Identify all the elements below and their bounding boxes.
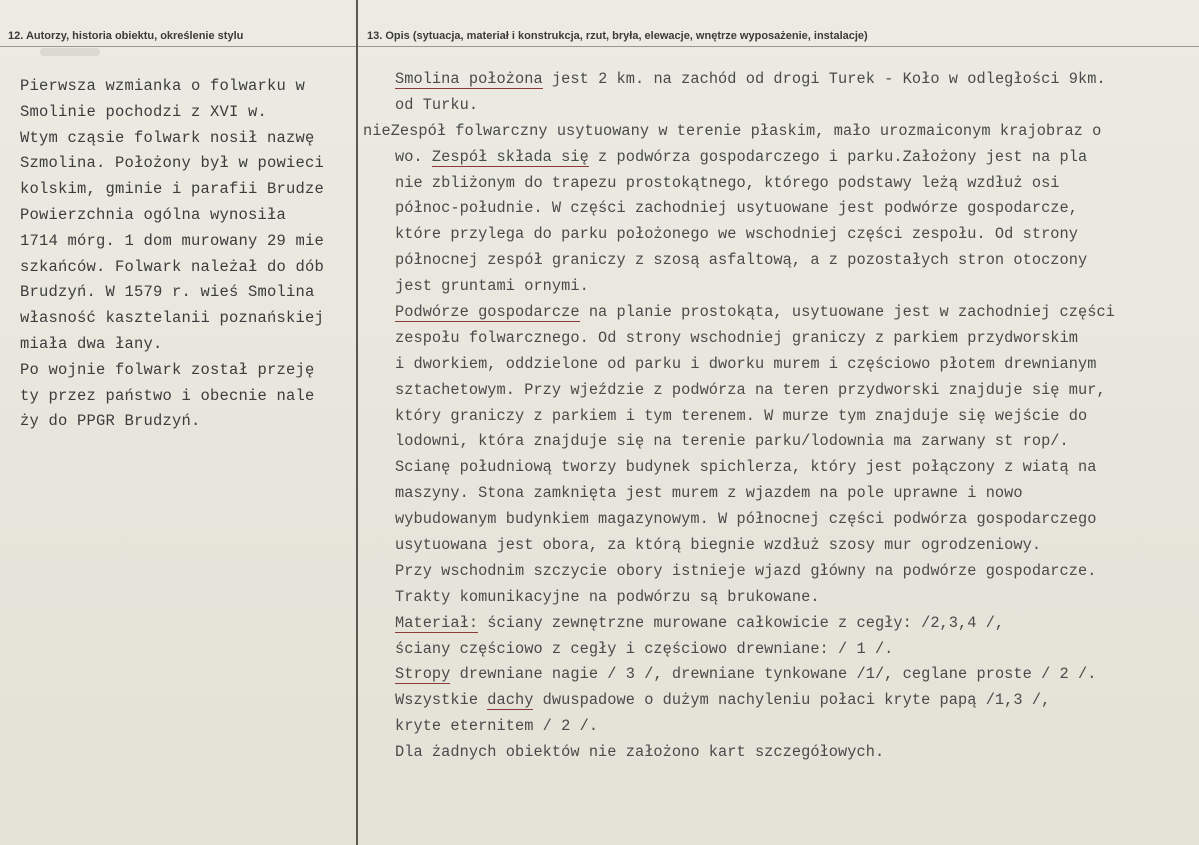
history-line: Po wojnie folwark został przeję bbox=[20, 360, 315, 379]
line-text: nie zbliżonym do trapezu prostokątnego, którego podstawy leżą wzdłuż osi bbox=[395, 173, 1060, 192]
history-line: Smolinie pochodzi z XVI w. bbox=[20, 102, 268, 121]
line-text: wo. bbox=[395, 147, 432, 166]
header-row bbox=[0, 0, 1199, 47]
line-text: Wszystkie bbox=[395, 691, 488, 710]
underlined-heading: Smolina położona bbox=[395, 70, 543, 88]
underlined-heading: dachy bbox=[487, 691, 534, 710]
line-text: zespołu folwarcznego. Od strony wschodniej graniczy z parkiem przydworskim bbox=[395, 328, 1078, 347]
line-text: ściany częściowo z cegły i częściowo drewniane: / 1 /. bbox=[395, 639, 894, 658]
history-line: Powierzchnia ogólna wynosiła bbox=[20, 205, 287, 224]
description-line bbox=[363, 585, 1197, 611]
underlined-heading: Stropy bbox=[395, 665, 451, 684]
history-line: Brudzyń. W 1579 r. wieś Smolina bbox=[20, 283, 315, 302]
line-text: usytuowana jest obora, za którą biegnie wzdłuż szosy mur ogrodzeniowy. bbox=[395, 536, 1042, 555]
line-text: od Turku. bbox=[395, 95, 479, 114]
description-line bbox=[363, 145, 1197, 171]
history-text-column bbox=[20, 74, 354, 454]
underlined-heading: Zespół składa się bbox=[431, 147, 589, 166]
history-line: szkańców. Folwark należał do dób bbox=[20, 257, 325, 276]
description-line bbox=[363, 93, 1197, 119]
underlined-heading: Podwórze gospodarcze bbox=[395, 303, 580, 322]
ink-smudge bbox=[40, 48, 100, 56]
line-text: Dla żadnych obiektów nie założono kart szczegółowych. bbox=[395, 743, 885, 762]
history-line: miała dwa łany. bbox=[20, 334, 163, 353]
description-line bbox=[363, 274, 1197, 300]
description-line bbox=[363, 662, 1197, 688]
line-text: lodowni, która znajduje się na terenie parku/lodownia ma zarwany st rop/. bbox=[395, 432, 1069, 451]
line-text: nieZespół folwarczny usytuowany w terenie płaskim, mało urozmaiconym krajobraz o bbox=[363, 121, 1102, 140]
history-line: Wtym cząsie folwark nosił nazwę bbox=[20, 128, 315, 147]
description-line bbox=[363, 559, 1197, 585]
description-line bbox=[363, 119, 1197, 145]
line-text: dwuspadowe o dużym nachyleniu połaci kryte papą /1,3 /, bbox=[533, 691, 1051, 710]
line-text: który graniczy z parkiem i tym terenem. W murze tym znajduje się wejście do bbox=[395, 406, 1088, 425]
line-text: wybudowanym budynkiem magazynowym. W północnej części podwórza gospodarczego bbox=[395, 510, 1097, 529]
history-line: Pierwsza wzmianka o folwarku w bbox=[20, 77, 306, 95]
history-line: ży do PPGR Brudzyń. bbox=[20, 412, 201, 431]
description-line bbox=[363, 714, 1197, 740]
line-text: Przy wschodnim szczycie obory istnieje wjazd główny na podwórze gospodarcze. bbox=[395, 561, 1097, 580]
section-12-heading: 12. Autorzy, historia obiektu, określenie stylu bbox=[8, 30, 244, 42]
description-line bbox=[363, 533, 1197, 559]
description-line bbox=[363, 326, 1197, 352]
history-line: 1714 mórg. 1 dom murowany 29 mie bbox=[20, 231, 325, 250]
description-line bbox=[363, 171, 1197, 197]
description-line bbox=[363, 507, 1197, 533]
description-line bbox=[363, 611, 1197, 637]
line-text: ściany zewnętrzne murowane całkowicie z cegły: /2,3,4 /, bbox=[478, 613, 1005, 632]
description-line bbox=[363, 429, 1197, 455]
description-line bbox=[363, 300, 1197, 326]
description-line bbox=[363, 740, 1197, 766]
description-line bbox=[363, 688, 1197, 714]
line-text: kryte eternitem / 2 /. bbox=[395, 717, 599, 736]
line-text: jest gruntami ornymi. bbox=[395, 277, 589, 296]
description-line bbox=[363, 67, 1197, 93]
description-text-column bbox=[363, 67, 1197, 787]
history-line: własność kasztelanii poznańskiej bbox=[20, 309, 325, 328]
description-line bbox=[363, 481, 1197, 507]
history-line: Szmolina. Położony był w powieci bbox=[20, 154, 325, 173]
line-text: maszyny. Stona zamknięta jest murem z wjazdem na pole uprawne i nowo bbox=[395, 484, 1023, 503]
description-line bbox=[363, 352, 1197, 378]
description-line bbox=[363, 196, 1197, 222]
description-line bbox=[363, 404, 1197, 430]
line-text: jest 2 km. na zachód od drogi Turek - Koło w odległości 9km. bbox=[542, 70, 1106, 88]
description-line bbox=[363, 248, 1197, 274]
description-line bbox=[363, 378, 1197, 404]
description-line bbox=[363, 455, 1197, 481]
line-text: na planie prostokąta, usytuowane jest w zachodniej części bbox=[579, 303, 1115, 322]
underlined-heading: Materiał: bbox=[395, 613, 479, 632]
line-text: i dworkiem, oddzielone od parku i dworku murem i częściowo płotem drewnianym bbox=[395, 354, 1097, 373]
line-text: które przylega do parku położonego we wschodniej części zespołu. Od strony bbox=[395, 225, 1078, 244]
description-line bbox=[363, 222, 1197, 248]
line-text: Trakty komunikacyjne na podwórzu są brukowane. bbox=[395, 587, 820, 606]
line-text: drewniane nagie / 3 /, drewniane tynkowane /1/, ceglane proste / 2 /. bbox=[450, 665, 1097, 684]
line-text: Scianę południową tworzy budynek spichlerza, który jest połączony z wiatą na bbox=[395, 458, 1097, 477]
line-text: północ-południe. W części zachodniej usytuowane jest podwórze gospodarcze, bbox=[395, 199, 1078, 218]
line-text: północnej zespół graniczy z szosą asfaltową, a z pozostałych stron otoczony bbox=[395, 251, 1088, 270]
column-divider bbox=[356, 0, 358, 845]
history-line: kolskim, gminie i parafii Brudze bbox=[20, 180, 325, 199]
line-text: sztachetowym. Przy wjeździe z podwórza na teren przydworski znajduje się mur, bbox=[395, 380, 1106, 399]
line-text: z podwórza gospodarczego i parku.Założony jest na pla bbox=[588, 147, 1088, 166]
description-line bbox=[363, 637, 1197, 663]
section-13-heading: 13. Opis (sytuacja, materiał i konstrukcja, rzut, bryła, elewacje, wnętrze wyposażenie, instalacje) bbox=[367, 30, 868, 42]
history-line: ty przez państwo i obecnie nale bbox=[20, 386, 315, 405]
